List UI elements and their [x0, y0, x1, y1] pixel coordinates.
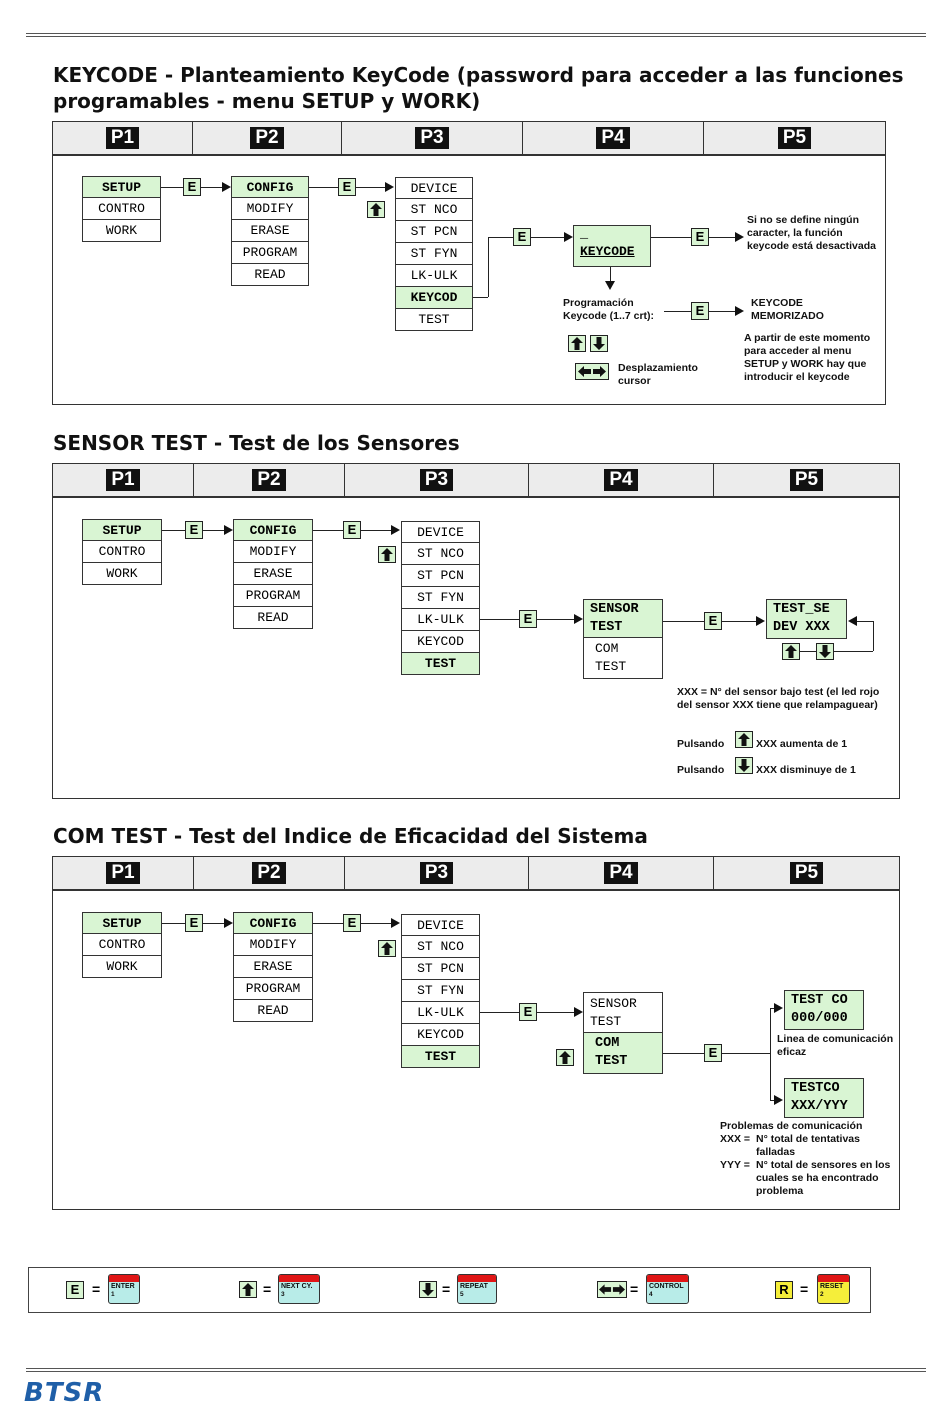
- up-arrow-icon: [568, 335, 586, 352]
- arrow-down-icon: [605, 281, 615, 290]
- equals-sign: =: [630, 1281, 639, 1297]
- com-bad-display: [784, 1078, 864, 1118]
- connector: [651, 237, 691, 238]
- menu-program[interactable]: PROGRAM: [233, 585, 313, 607]
- key-number: 3: [281, 1291, 285, 1298]
- enter-key: E: [183, 178, 201, 196]
- menu-config[interactable]: CONFIG: [233, 912, 313, 934]
- menu-erase[interactable]: ERASE: [233, 956, 313, 978]
- arrow-right-icon: [224, 918, 233, 928]
- prog-label: Programación Keycode (1..7 crt):: [563, 297, 655, 322]
- col-p2: [194, 464, 345, 496]
- col-label: P1: [106, 862, 139, 884]
- menu-lk-ulk[interactable]: LK-ULK: [401, 1002, 480, 1024]
- col-label: P3: [420, 862, 453, 884]
- menu-st-fyn[interactable]: ST FYN: [401, 980, 480, 1002]
- menu-read[interactable]: READ: [233, 1000, 313, 1022]
- menu-program[interactable]: PROGRAM: [231, 242, 309, 264]
- menu-contro[interactable]: CONTRO: [82, 934, 162, 956]
- connector: [203, 530, 224, 531]
- connector: [709, 237, 735, 238]
- enter-key: E: [691, 228, 709, 246]
- enter-key: E: [519, 610, 537, 628]
- menu-device[interactable]: DEVICE: [401, 521, 480, 543]
- connector: [313, 923, 343, 924]
- equals-sign: =: [92, 1281, 101, 1297]
- press-label: Pulsando: [677, 738, 725, 750]
- connector: [201, 187, 222, 188]
- col-label: P5: [778, 127, 811, 149]
- com-test-box[interactable]: [583, 1033, 663, 1074]
- menu-keycod[interactable]: KEYCOD: [401, 631, 480, 653]
- menu-setup[interactable]: SETUP: [82, 912, 162, 934]
- menu-keycod[interactable]: KEYCOD: [401, 1024, 480, 1046]
- equals-sign: =: [800, 1281, 809, 1297]
- cursor-note: Desplazamiento cursor: [618, 362, 698, 387]
- menu-test[interactable]: TEST: [401, 1046, 480, 1068]
- col-p2: [193, 122, 342, 154]
- yyy-def: N° total de sensores en los cuales se ha encontrado problema: [756, 1159, 891, 1197]
- key-label: RESET: [820, 1283, 844, 1290]
- display-line1: TESTCO: [791, 1081, 840, 1096]
- menu-device[interactable]: DEVICE: [395, 177, 473, 199]
- arrow-right-icon: [756, 616, 765, 626]
- col-label: P4: [604, 862, 637, 884]
- arrow-right-icon: [735, 232, 744, 242]
- connector: [488, 237, 513, 238]
- menu-erase[interactable]: ERASE: [231, 220, 309, 242]
- menu-config[interactable]: CONFIG: [233, 519, 313, 541]
- down-arrow-icon: [419, 1281, 437, 1298]
- column-header: [53, 857, 899, 891]
- keycode-heading: KEYCODE - Planteamiento KeyCode (password para acceder a las funciones programables - menu SETUP y WORK): [53, 63, 904, 113]
- connector: [203, 923, 224, 924]
- menu-st-nco[interactable]: ST NCO: [401, 543, 480, 565]
- memorized-note: KEYCODE MEMORIZADO: [751, 297, 824, 322]
- menu-st-pcn[interactable]: ST PCN: [401, 565, 480, 587]
- key-number: 1: [111, 1291, 115, 1298]
- menu-erase[interactable]: ERASE: [233, 563, 313, 585]
- menu-device[interactable]: DEVICE: [401, 914, 480, 936]
- reset-key: R: [775, 1281, 793, 1299]
- menu-lk-ulk[interactable]: LK-ULK: [395, 265, 473, 287]
- enter-key: E: [704, 612, 722, 630]
- next-cy-panel-key: [278, 1274, 320, 1304]
- equals-sign: =: [442, 1281, 451, 1297]
- connector: [873, 621, 874, 651]
- connector: [857, 621, 873, 622]
- enter-key: E: [338, 178, 356, 196]
- sensor-line1: SENSOR: [590, 996, 637, 1011]
- menu-modify[interactable]: MODIFY: [233, 541, 313, 563]
- menu-lk-ulk[interactable]: LK-ULK: [401, 609, 480, 631]
- arrow-left-icon: [848, 616, 857, 626]
- connector: [834, 651, 873, 652]
- key-label: CONTROL: [649, 1283, 684, 1290]
- com-test-box[interactable]: [583, 638, 663, 679]
- up-arrow-icon: [782, 643, 800, 660]
- xxx-def: N° total de tentativas falladas: [756, 1133, 860, 1158]
- press-label: Pulsando: [677, 764, 725, 776]
- col-label: P2: [252, 862, 285, 884]
- left-right-arrow-icon: [575, 363, 609, 380]
- menu-st-nco[interactable]: ST NCO: [401, 936, 480, 958]
- connector: [537, 1012, 574, 1013]
- menu-modify[interactable]: MODIFY: [231, 198, 309, 220]
- connector: [361, 923, 391, 924]
- menu-test[interactable]: TEST: [401, 653, 480, 675]
- after-note: A partir de este momento para acceder al menu SETUP y WORK hay que introducir el keycode: [744, 332, 871, 383]
- col-label: P2: [252, 469, 285, 491]
- com-line2: TEST: [595, 659, 627, 674]
- menu-work[interactable]: WORK: [82, 956, 162, 978]
- bottom-rule: [26, 1368, 926, 1372]
- com-ok-display: [784, 990, 864, 1030]
- key-number: 2: [820, 1291, 824, 1298]
- up-arrow-icon: [378, 546, 396, 563]
- connector: [161, 187, 183, 188]
- sensor-heading: SENSOR TEST - Test de los Sensores: [53, 431, 460, 455]
- col-p5: [704, 122, 885, 154]
- repeat-panel-key: [457, 1274, 497, 1304]
- column-header: [53, 122, 885, 156]
- sensor-test-box[interactable]: [583, 992, 663, 1033]
- connector: [537, 619, 574, 620]
- connector: [663, 1053, 704, 1054]
- menu-st-fyn[interactable]: ST FYN: [401, 587, 480, 609]
- up-arrow-icon: [556, 1049, 574, 1066]
- connector: [309, 187, 338, 188]
- enter-key: E: [343, 914, 361, 932]
- connector: [663, 621, 704, 622]
- arrow-right-icon: [574, 1007, 583, 1017]
- up-arrow-icon: [239, 1281, 257, 1298]
- connector: [610, 267, 611, 281]
- arrow-right-icon: [224, 525, 233, 535]
- connector: [800, 651, 816, 652]
- enter-panel-key: [108, 1274, 140, 1304]
- down-arrow-icon: [816, 643, 834, 660]
- equals-sign: =: [263, 1281, 272, 1297]
- menu-program[interactable]: PROGRAM: [233, 978, 313, 1000]
- com-heading: COM TEST - Test del Indice de Eficacidad del Sistema: [53, 824, 648, 848]
- arrow-right-icon: [222, 182, 231, 192]
- down-arrow-icon: [590, 335, 608, 352]
- connector: [488, 237, 489, 297]
- key-number: 5: [460, 1291, 464, 1298]
- xxx-key: XXX =: [720, 1133, 751, 1145]
- col-label: P1: [106, 469, 139, 491]
- connector: [722, 1053, 770, 1054]
- column-header: [53, 464, 899, 498]
- col-p3: [345, 464, 529, 496]
- enter-key: E: [185, 521, 203, 539]
- connector: [531, 237, 564, 238]
- connector: [770, 1008, 771, 1100]
- col-p4: [529, 857, 714, 889]
- com-line1: COM: [595, 641, 619, 656]
- menu-contro[interactable]: CONTRO: [82, 198, 161, 220]
- menu-work[interactable]: WORK: [82, 220, 161, 242]
- menu-read[interactable]: READ: [231, 264, 309, 286]
- col-p1: [53, 122, 193, 154]
- display-line1: TEST_SE: [773, 602, 830, 617]
- test-sensor-display: [766, 599, 847, 639]
- down-arrow-icon: [735, 757, 753, 774]
- arrow-right-icon: [574, 614, 583, 624]
- inc-note: XXX aumenta de 1: [756, 738, 848, 750]
- menu-setup[interactable]: SETUP: [82, 519, 162, 541]
- col-label: P4: [596, 127, 629, 149]
- col-label: P1: [106, 127, 139, 149]
- arrow-right-icon: [385, 182, 394, 192]
- arrow-right-icon: [391, 525, 400, 535]
- connector: [480, 619, 519, 620]
- connector: [473, 297, 488, 298]
- enter-key: E: [185, 914, 203, 932]
- sensor-line1: SENSOR: [590, 602, 639, 617]
- enter-key: E: [66, 1281, 84, 1299]
- key-label: REPEAT: [460, 1283, 488, 1290]
- key-label: ENTER: [111, 1283, 135, 1290]
- col-label: P5: [790, 862, 823, 884]
- bad-title: Problemas de comunicación: [720, 1120, 863, 1132]
- menu-modify[interactable]: MODIFY: [233, 934, 313, 956]
- left-right-arrow-icon: [597, 1281, 627, 1298]
- enter-key: E: [691, 302, 709, 320]
- connector: [480, 1012, 519, 1013]
- no-char-note: Si no se define ningún caracter, la función keycode está desactivada: [747, 214, 876, 252]
- connector: [162, 530, 185, 531]
- sensor-test-box[interactable]: [583, 599, 663, 638]
- col-label: P5: [790, 469, 823, 491]
- btsr-logo: BTSR: [24, 1378, 105, 1408]
- col-p3: [342, 122, 523, 154]
- key-number: 4: [649, 1291, 653, 1298]
- col-p5: [714, 464, 899, 496]
- key-label: NEXT CY.: [281, 1283, 313, 1290]
- display-line1: TEST CO: [791, 993, 848, 1008]
- col-p2: [194, 857, 345, 889]
- menu-contro[interactable]: CONTRO: [82, 541, 162, 563]
- display-line2: 000/000: [791, 1011, 848, 1026]
- menu-read[interactable]: READ: [233, 607, 313, 629]
- menu-keycod[interactable]: KEYCOD: [395, 287, 473, 309]
- up-arrow-icon: [367, 201, 385, 218]
- menu-st-fyn[interactable]: ST FYN: [395, 243, 473, 265]
- up-arrow-icon: [378, 940, 396, 957]
- com-line1: COM: [595, 1036, 620, 1051]
- col-p4: [529, 464, 714, 496]
- col-p5: [714, 857, 899, 889]
- col-p4: [523, 122, 704, 154]
- display-cursor: _: [580, 227, 589, 242]
- connector: [356, 187, 385, 188]
- display-line2: DEV XXX: [773, 620, 830, 635]
- enter-key: E: [519, 1003, 537, 1021]
- col-label: P2: [250, 127, 283, 149]
- enter-key: E: [343, 521, 361, 539]
- top-rule: [26, 33, 926, 37]
- up-arrow-icon: [735, 731, 753, 748]
- xxx-note: XXX = N° del sensor bajo test (el led rojo del sensor XXX tiene que relampaguear): [677, 686, 880, 711]
- menu-st-pcn[interactable]: ST PCN: [395, 221, 473, 243]
- display-line2: XXX/YYY: [791, 1099, 848, 1114]
- col-label: P3: [415, 127, 448, 149]
- control-panel-key: [646, 1274, 689, 1304]
- menu-st-pcn[interactable]: ST PCN: [401, 958, 480, 980]
- arrow-right-icon: [735, 306, 744, 316]
- sensor-line2: TEST: [590, 620, 623, 635]
- keycode-display: [573, 225, 651, 267]
- menu-config[interactable]: CONFIG: [231, 176, 309, 198]
- col-label: P4: [604, 469, 637, 491]
- menu-test[interactable]: TEST: [395, 309, 473, 331]
- arrow-right-icon: [391, 918, 400, 928]
- connector: [162, 923, 185, 924]
- col-label: P3: [420, 469, 453, 491]
- arrow-right-icon: [564, 232, 573, 242]
- connector: [361, 530, 391, 531]
- arrow-right-icon: [774, 1095, 783, 1105]
- connector: [709, 311, 735, 312]
- yyy-key: YYY =: [720, 1159, 750, 1171]
- col-p1: [53, 857, 194, 889]
- connector: [722, 621, 756, 622]
- sensor-line2: TEST: [590, 1014, 622, 1029]
- connector: [313, 530, 343, 531]
- enter-key: E: [704, 1044, 722, 1062]
- enter-key: E: [513, 228, 531, 246]
- col-p3: [345, 857, 529, 889]
- menu-work[interactable]: WORK: [82, 563, 162, 585]
- com-line2: TEST: [595, 1054, 628, 1069]
- arrow-right-icon: [774, 1003, 783, 1013]
- ok-note: Linea de comunicación eficaz: [777, 1033, 894, 1058]
- menu-st-nco[interactable]: ST NCO: [395, 199, 473, 221]
- dec-note: XXX disminuye de 1: [756, 764, 856, 776]
- display-text: KEYCODE: [580, 244, 635, 259]
- connector: [664, 311, 691, 312]
- reset-panel-key: [817, 1274, 850, 1304]
- col-p1: [53, 464, 194, 496]
- menu-setup[interactable]: SETUP: [82, 176, 161, 198]
